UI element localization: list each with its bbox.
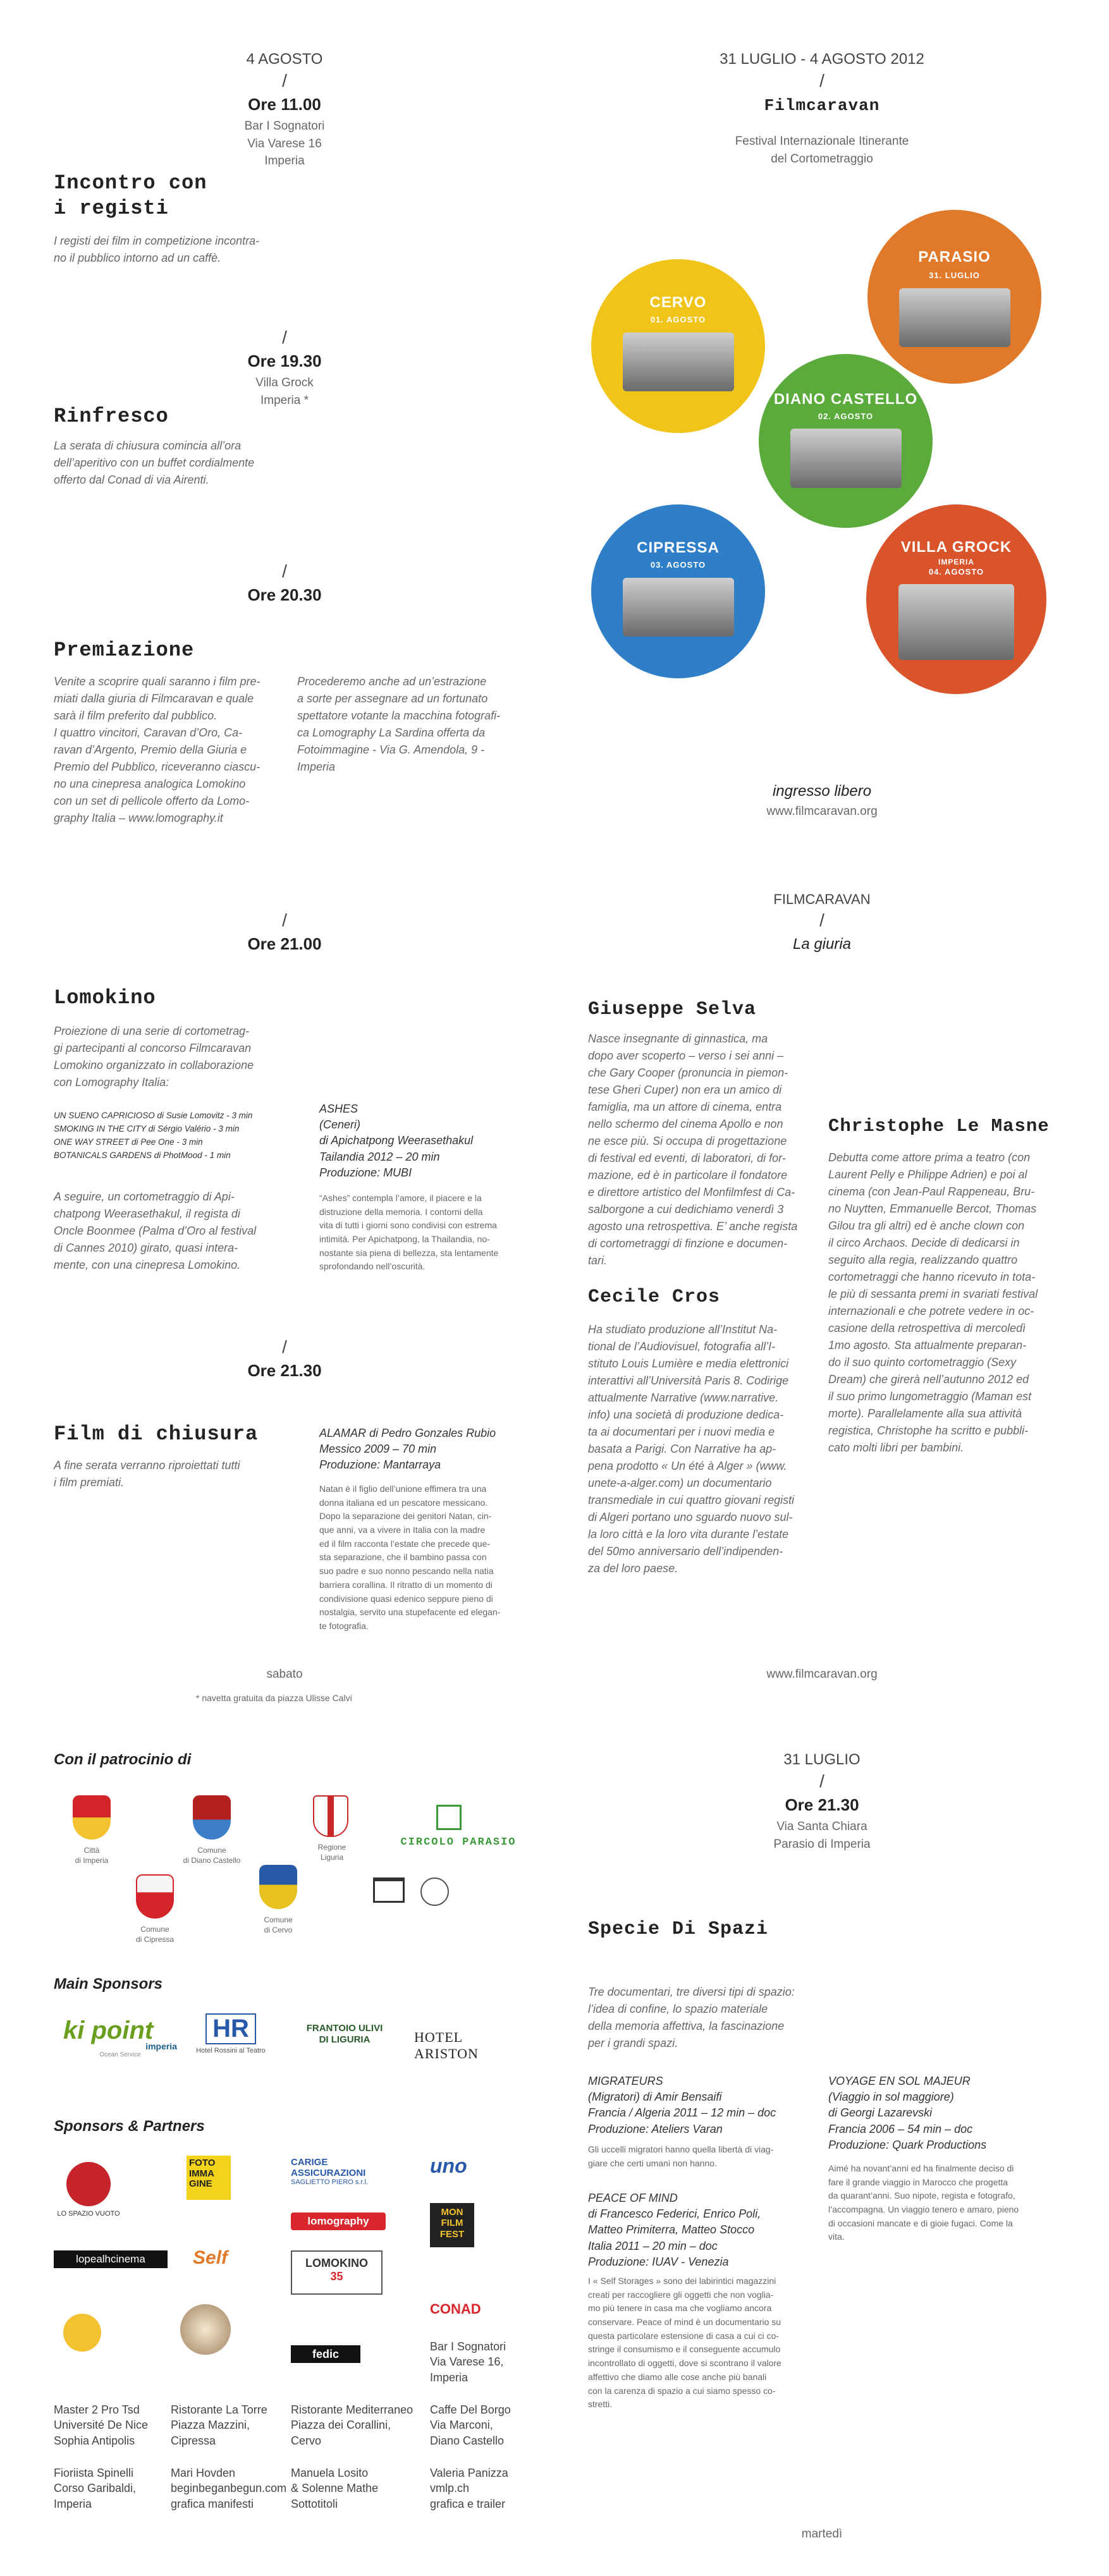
comune-label: Comune di Cipressa: [135, 1925, 175, 1944]
hotel-ariston-logo: HOTEL ARISTON: [414, 2029, 479, 2061]
slash-divider: /: [819, 1771, 824, 1791]
conad-logo: CONAD: [430, 2301, 481, 2317]
uno-logo: uno: [430, 2154, 467, 2177]
address-spinelli: Fioriista Spinelli Corso Garibaldi, Imperia: [54, 2467, 137, 2510]
place-parasio: Via Santa Chiara Parasio di Imperia: [773, 1820, 871, 1851]
selva-text: Nasce insegnante di ginnastica, ma dopo aver scoperto – verso i sei anni – che Gary Cooper (pronuncia in piemon- tese Gheri Cuper) non era un amico di famiglia, ma un attore di cinema, entra nello schermo del cinema Apollo e non ne esce più. Si occupa di progettazione di festival ed eventi, di laboratori, di for- mazione, ed è in particolare il fondatore e direttore artistico del Monfilmfest di Ca- salborgone a cui dedichiamo venerdì 3 agosto una retrospettiva. E’ anche regista di cortometraggi di finzione e documen- tari.: [588, 1032, 798, 1267]
list-item: BOTANICALS GARDENS di PhotMood - 1 min: [54, 1150, 231, 1160]
rinfresco-title: Rinfresco: [54, 405, 169, 428]
ingresso-libero: ingresso libero: [772, 783, 872, 800]
kipoint-logo: ki point imperia Ocean Service: [63, 2017, 177, 2058]
chiusura-text: A fine serata verranno riproiettati tutti i film premiati.: [54, 1459, 240, 1489]
premiazione-title: Premiazione: [54, 638, 195, 662]
ashes-text: “Ashes” contempla l’amore, il piacere e la distruzione della memoria. I contorni della vita di tutti i giorni sono condivisi con estrema intimità. Per Apichatpong, la Thailandia, no- nostante sia piena di bellezza, sta lentamente sprofondando nell’oscurità.: [319, 1193, 499, 1272]
circle-diano-castello: DIANO CASTELLO 02. AGOSTO: [759, 354, 933, 528]
sponsors-partners-heading: Sponsors & Partners: [54, 2118, 205, 2135]
crest-imperia-icon: [73, 1795, 111, 1840]
spazio-vuoto-logo: LO SPAZIO VUOTO: [54, 2162, 123, 2218]
premiazione-text-a: Venite a scoprire quali saranno i film pre- miati dalla giuria di Filmcaravan e quale sarà il film preferito dal pubblico. I quattro vincitori, Caravan d’Oro, Ca- ravan d’Argento, Premio della Giuria e Premio del Pubblico, riceveranno ciascu- no una cinepresa analogica Lomokino con un set di pellicole offerto da Lomo- graphy Italia – www.lomography.it: [54, 675, 260, 824]
migrateurs-text: Gli uccelli migratori hanno quella libertà di viag- giare che certi umani non hanno.: [588, 2144, 774, 2168]
commissione-unesco-icon: [420, 1877, 449, 1906]
circolo-parasio: CIRCOLO PARASIO: [400, 1836, 517, 1848]
lomography-logo: lomography: [291, 2213, 386, 2230]
time-2030: Ore 20.30: [247, 585, 322, 604]
address-caffe-borgo: Caffe Del Borgo Via Marconi, Diano Castello: [430, 2403, 511, 2447]
footer-martedi: martedì: [801, 2527, 843, 2541]
date-4-agosto: 4 AGOSTO: [246, 51, 323, 68]
alamar-text: Natan è il figlio dell’unione effimera tra una donna italiana ed un pescatore messicano. Dopo la separazione dei genitori Natan, cin- que anni, va a vivere in Italia con la madre ed il film racconta l’estate che precede que- sta separazione, che il bambino passa con suo padre e suo nonno pescando nella natia barriera corallina. Il ritratto di un momento di condivisione quasi edenico seppure pieno di nostalgia, servito una stupefacente ed elegan- te fotografia.: [319, 1484, 501, 1631]
circle-villa-grock: VILLA GROCK IMPERIA 04. AGOSTO: [866, 504, 1046, 694]
giuria-title: La giuria: [792, 936, 852, 953]
crest-diano-castello-icon: [193, 1795, 231, 1840]
comune-label: Regione Liguria: [317, 1843, 346, 1862]
patrocinio-heading: Con il patrocinio di: [54, 1751, 192, 1768]
monfilmfest-logo: MON FILM FEST: [430, 2203, 474, 2247]
lomokino-text: Proiezione di una serie di cortometrag- gi partecipanti al concorso Filmcaravan Lomokino organizzato in collaborazione con Lomography Italia:: [54, 1025, 254, 1089]
crest-cervo-icon: [259, 1865, 297, 1909]
voyage-text: Aimé ha novant’anni ed ha finalmente deciso di fare il grande viaggio in Marocco che progetta da quarant’anni. Suo nipote, regista e fotografo, l’accompagna. Un viaggio tenero e amaro, pieno di occasioni mancate e di gioie fugaci. Come la vita.: [828, 2163, 1019, 2242]
ashes-head: ASHES (Ceneri) di Apichatpong Weerasethakul Tailandia 2012 – 20 min Produzione: MUBI: [319, 1102, 474, 1179]
time-11: Ore 11.00: [248, 95, 321, 114]
time-2130: Ore 21.30: [247, 1361, 322, 1380]
peace-head: PEACE OF MIND di Francesco Federici, Enrico Poli, Matteo Primiterra, Matteo Stocco Italia 2011 – 20 min – doc Produzione: IUAV - Venezia: [588, 2192, 761, 2268]
comune-label: Comune di Cervo: [264, 1915, 293, 1934]
masne-title: Christophe Le Masne: [828, 1116, 1050, 1137]
list-item: ONE WAY STREET di Pee One - 3 min: [54, 1137, 203, 1147]
slash-divider: /: [282, 910, 287, 930]
slash-divider: /: [819, 71, 824, 90]
rinfresco-text: La serata di chiusura comincia all’ora dell’aperitivo con un buffet cordialmente offerto dal Conad di via Airenti.: [54, 439, 255, 486]
time-2100: Ore 21.00: [247, 934, 322, 953]
crest-cipressa-icon: [136, 1874, 174, 1919]
address-valeria-panizza: Valeria Panizza vmlp.ch grafica e trailer: [430, 2467, 508, 2510]
slash-divider: /: [282, 561, 287, 581]
comune-label: Comune di Diano Castello: [183, 1846, 241, 1865]
time-1930: Ore 19.30: [247, 351, 322, 370]
frantoio-logo: FRANTOIO ULIVI DI LIGURIA: [306, 2023, 383, 2045]
address-losito-mathe: Manuela Losito & Solenne Mathe Sottotitoli: [291, 2467, 379, 2510]
lomokino-title: Lomokino: [54, 986, 156, 1010]
lomokino-logo: LOMOKINO 35: [291, 2250, 383, 2295]
slash-divider: /: [282, 1337, 287, 1357]
voyage-head: VOYAGE EN SOL MAJEUR (Viaggio in sol maggiore) di Georgi Lazarevski Francia 2006 – 54 min – doc Produzione: Quark Productions: [828, 2075, 987, 2151]
slash-divider: /: [282, 327, 287, 347]
incontro-title: Incontro con i registi: [54, 171, 207, 220]
navetta-note: * navetta gratuita da piazza Ulisse Calvi: [196, 1693, 352, 1703]
masne-text: Debutta come attore prima a teatro (con Laurent Pelly e Philippe Adrien) e poi al cinema (con Jean-Paul Rappeneau, Bru- no Nuytten, Emmanuelle Bercot, Thomas Gilou tra gli altri) ed è anche clown con il circo Archaos. Decide di dedicarsi in seguito alla regia, realizzando quattro cortometraggi che hanno ricevuto in tota- le più di sessanta premi in svariati festival internazionali e che potrete vedere in oc- casione della retrospettiva di mercoledì 1mo agosto. Sta attualmente preparan- do il suo quinto cortometraggio (Sexy Dream) che girerà nell’autunno 2012 ed il suo primo lungometraggio (Maman est morte). Parallelamente alla sua attività registica, Christophe ha scritto e pubbli- cato molti libri per bambini.: [828, 1151, 1038, 1454]
website-mid[interactable]: www.filmcaravan.org: [766, 1668, 878, 1681]
premiazione-text-b: Procederemo anche ad un’estrazione a sorte per assegnare ad un fortunato spettatore votante la macchina fotografi- ca Lomography La Sardina offerta da Fotoimmagine - Via G. Amendola, 9 - Imperia: [297, 675, 501, 773]
peace-text: I « Self Storages » sono dei labirintici magazzini creati per raccogliere gli oggetti che non voglia- mo più tenere in casa ma che vogliamo ancora conservare. Peace of mind è un documentario su questa particolare estensione di casa a cui ci co- stringe il consumismo e il conseguente accumulo incontrollato di oggetti, dove si scontrano il valore affettivo che diamo alle cose anche più banali con la carenza di spazio a cui siamo spesso co- stretti.: [588, 2276, 781, 2410]
hotel-rossini-logo: HR Hotel Rossini al Teatro: [196, 2015, 266, 2054]
chiusura-title: Film di chiusura: [54, 1422, 259, 1446]
footer-sabato: sabato: [266, 1668, 303, 1681]
circle-cipressa: CIPRESSA 03. AGOSTO: [591, 504, 765, 678]
carige-logo: CARIGE ASSICURAZIONI SAGLIETTO PIERO s.r.l.: [291, 2157, 369, 2186]
address-mari-hovden: Mari Hovden beginbeganbegun.com grafica manifesti: [171, 2467, 287, 2510]
circolo-parasio-icon: [436, 1805, 462, 1830]
date-31-luglio: 31 LUGLIO: [783, 1751, 861, 1768]
migrateurs-head: MIGRATEURS (Migratori) di Amir Bensaifi Francia / Algeria 2011 – 12 min – doc Produzione: Ateliers Varan: [588, 2075, 776, 2135]
address-master-nice: Master 2 Pro Tsd Université De Nice Sophia Antipolis: [54, 2403, 149, 2447]
address-mediterraneo: Ristorante Mediterraneo Piazza dei Corallini, Cervo: [291, 2403, 414, 2447]
cros-title: Cecile Cros: [588, 1286, 721, 1308]
circle-cervo: CERVO 01. AGOSTO: [591, 259, 765, 433]
fedic-logo: fedic: [291, 2345, 360, 2363]
slash-divider: /: [819, 910, 824, 930]
festival-title: Filmcaravan: [764, 96, 880, 115]
circle-parasio: PARASIO 31. LUGLIO: [867, 210, 1041, 384]
alamar-head: ALAMAR di Pedro Gonzales Rubio Messico 2009 – 70 min Produzione: Mantarraya: [319, 1427, 496, 1472]
slash-divider: /: [282, 71, 287, 90]
place-bar-sognatori: Bar I Sognatori Via Varese 16 Imperia: [244, 119, 325, 168]
unesco-icon: [373, 1877, 405, 1903]
cros-text: Ha studiato produzione all’Institut Na- tional de l’Audiovisuel, fotografia all’I- stituto Louis Lumière e media elettronici interattivi all’Università Paris 8. Codirige attualmente Narrative (www.narrative. info) una società di produzione dedica- ta ai documentari per i nuovi media e basata a Parigi. Con Narrative ha ap- pena prodotto « Un été à Alger » (www. unete-a-alger.com) un documentario transmediale in cui quattro giovani registi di Algeri portano uno sguardo nuovo sul- la loro città e la loro vita durante l’estate del 50mo anniversario dell’indipenden- za del loro paese.: [588, 1323, 795, 1575]
elephant-logo-icon: [180, 2304, 231, 2355]
festival-subtitle: Festival Internazionale Itinerante del Cortometraggio: [735, 135, 909, 166]
time-2130-parasio: Ore 21.30: [785, 1795, 859, 1814]
website-top[interactable]: www.filmcaravan.org: [766, 805, 878, 818]
incontro-text: I registi dei film in competizione incontra- no il pubblico intorno ad un caffè.: [54, 235, 260, 264]
lomokino-text2: A seguire, un cortometraggio di Api- chatpong Weerasethakul, il regista di Oncle Boonmee (Palma d’Oro al festival di Cannes 2010) girato, quasi intera- mente, con una cinepresa Lomokino.: [54, 1190, 257, 1271]
main-sponsors-heading: Main Sponsors: [54, 1975, 163, 1993]
selva-title: Giuseppe Selva: [588, 999, 757, 1020]
comune-label: Città di Imperia: [75, 1846, 109, 1865]
place-villa-grock: Villa Grock Imperia *: [255, 376, 314, 407]
self-logo: Self: [193, 2247, 228, 2268]
list-item: UN SUENO CAPRICIOSO di Susie Lomovitz - 3 min: [54, 1111, 253, 1120]
lopealhcinema-logo: lopealhcinema: [54, 2250, 168, 2268]
address-la-torre: Ristorante La Torre Piazza Mazzini, Cipressa: [171, 2403, 267, 2447]
fotoimmagine-logo: FOTO IMMA GINE: [187, 2156, 231, 2200]
specie-spazi-intro: Tre documentari, tre diversi tipi di spazio: l’idea di confine, lo spazio materiale della memoria affettiva, la fascinazione per i grandi spazi.: [588, 1986, 795, 2049]
specie-spazi-title: Specie Di Spazi: [588, 1919, 769, 1940]
list-item: SMOKING IN THE CITY di Sérgio Valério - 3 min: [54, 1123, 240, 1133]
lomokino-films-list: [54, 1109, 294, 1163]
filmcaravan-label: FILMCARAVAN: [773, 891, 871, 907]
address-bar-sognatori: Bar I Sognatori Via Varese 16, Imperia: [430, 2340, 506, 2384]
festival-dates: 31 LUGLIO - 4 AGOSTO 2012: [720, 51, 924, 68]
crest-liguria-icon: [313, 1795, 348, 1837]
bolla-logo-icon: [63, 2314, 101, 2352]
